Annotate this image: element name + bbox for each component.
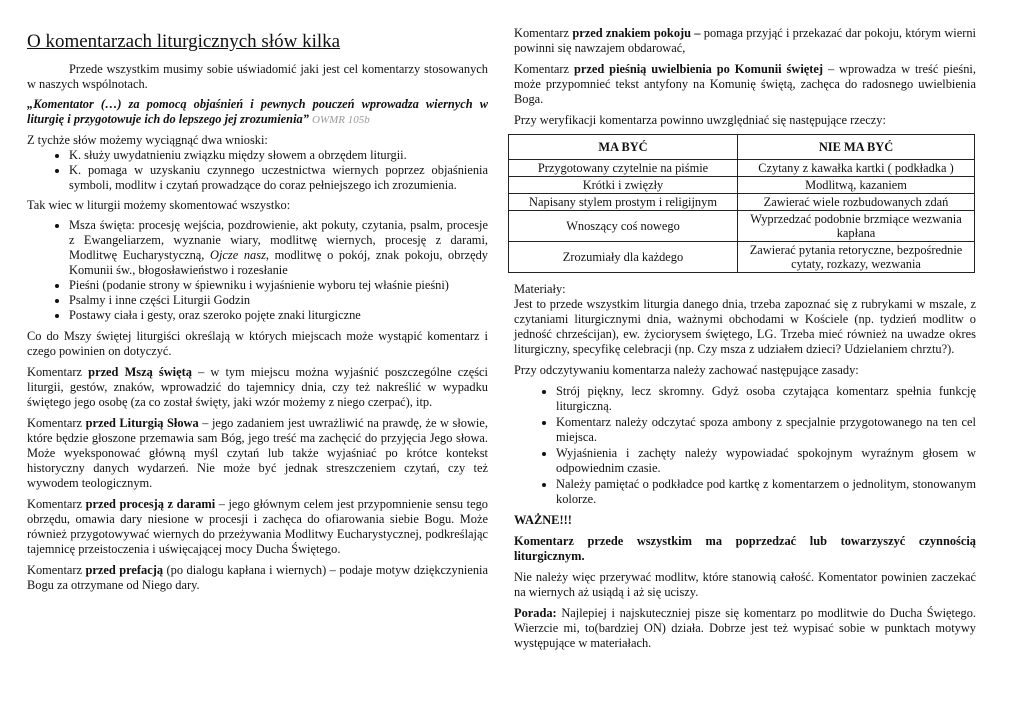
table-cell: Modlitwą, kazaniem (738, 177, 975, 194)
table-row (509, 177, 975, 194)
text: Komentarz (27, 365, 89, 379)
tip-text: Najlepiej i najskuteczniej pisze się komentarz po modlitwie do Ducha Świętego. Wierzcie mi, to(bardziej ON) działa. Dobrze jest też wypisać sobie w punktach motywy występujące w materiałach. (514, 606, 976, 650)
text: – wprowadza w treść pieśni, może przypomnieć tekst antyfony na Komunię świętą, zachęca do radosnego uwielbienia Boga. (514, 62, 976, 106)
table-cell: Napisany stylem prostym i religijnym (509, 194, 738, 211)
table-row (509, 194, 975, 211)
list-item: • K. służy uwydatnieniu związku między słowem a obrzędem liturgii. (69, 148, 488, 163)
requirements-table (508, 134, 975, 273)
no-interrupt-paragraph: Nie należy więc przerywać modlitw, które stanowią całość. Komentator powinien zaczekać na wiernych aż usiądą i aż się uciszy. (514, 570, 976, 599)
table-cell: Zawierać wiele rozbudowanych zdań (738, 194, 975, 211)
what-list (27, 218, 488, 323)
list-item: • Psalmy i inne części Liturgii Godzin (69, 293, 488, 308)
quote-paragraph (27, 97, 488, 128)
list-item-text: , modlitwę o pokój, znak pokoju, obrzędy Komunii św., błogosławieństwo i rozesłanie (69, 248, 488, 277)
table-row (509, 211, 975, 242)
list-item: • Strój piękny, lecz skromny. Gdyż osoba czytająca komentarz spełnia funkcję liturgiczną. (556, 384, 976, 414)
important-label: WAŻNE!!! (514, 513, 572, 527)
comment-before-praise-song (514, 62, 976, 107)
mass-places-paragraph: Co do Mszy świętej liturgiści określają w których miejscach może wystąpić komentarz i czego powinien on dotyczyć. (27, 329, 488, 358)
text: Komentarz (27, 563, 86, 577)
comment-before-word (27, 416, 488, 491)
verify-intro: Przy weryfikacji komentarza powinno uwzględniać się następujące rzeczy: (514, 113, 886, 127)
important-text: Komentarz przede wszystkim ma poprzedzać lub towarzyszyć czynnością liturgicznym. (514, 534, 976, 563)
what-intro: Tak wiec w liturgii możemy skomentować wszystko: (27, 198, 291, 212)
list-item-text: Msza święta: procesję wejścia, pozdrowienie, akt pokuty, czytania, psalm, procesje z Ewangeliarzem, wyznanie wiary, modlitwę wiernych, procesję z darami, Modlitwę Eucharystyczną, (69, 218, 488, 262)
text: Komentarz (514, 62, 574, 76)
table-row (509, 242, 975, 273)
materials-label: Materiały: (514, 282, 566, 296)
rules-list (514, 384, 976, 507)
table-cell: Czytany z kawałka kartki ( podkładka ) (738, 160, 975, 177)
table-cell: Zawierać pytania retoryczne, bezpośrednie cytaty, rozkazy, wezwania (738, 242, 975, 273)
comment-before-preface (27, 563, 488, 593)
left-column (27, 30, 488, 593)
intro-paragraph: Przede wszystkim musimy sobie uświadomić jaki jest cel komentarzy stosowanych w naszych wspólnotach. (27, 62, 488, 91)
list-item: • Postawy ciała i gesty, oraz szeroko pojęte znaki liturgiczne (69, 308, 488, 323)
bold-text: przed procesją z darami (85, 497, 216, 511)
text: pomaga przyjąć i przekazać dar pokoju, którym wierni powinni się nawzajem obdarować, (514, 26, 976, 55)
list-item: • Komentarz należy odczytać spoza ambony z specjalnie przygotowanego na ten cel miejsca. (556, 415, 976, 445)
list-item: • Należy pamiętać o podkładce pod kartkę z komentarzem o jednolitym, stonowanym kolorze. (556, 477, 976, 507)
list-item: • Wyjaśnienia i zachęty należy wypowiadać spokojnym wyraźnym głosem w odpowiednim czasie. (556, 446, 976, 476)
comment-before-gifts (27, 497, 488, 557)
header-should-not-be: NIE MA BYĆ (738, 135, 975, 160)
bold-text: przed Liturgią Słowa (85, 416, 199, 430)
text: – w tym miejscu można wyjaśnić poszczególne części liturgii, gestów, znaków, wprowadzić do tajemnicy dnia, czy też nakreślić w wypadku świętego jego osobę (za co został święty, jaki wzór możemy z niego czerpać), itp. (27, 365, 488, 409)
text: (po dialogu kapłana i wiernych) – podaje motyw dziękczynienia Bogu za otrzymane od Niego dary. (27, 563, 488, 592)
conclusions-list (27, 148, 488, 193)
list-item: • Pieśni (podanie strony w śpiewniku i wyjaśnienie wyboru tej właśnie pieśni) (69, 278, 488, 293)
table-cell: Przygotowany czytelnie na piśmie (509, 160, 738, 177)
text: Komentarz (27, 416, 86, 430)
text: – jego zadaniem jest uwrażliwić na prawdę, że w słowie, które będzie głoszone przemawia sam Bóg, jego treść ma zachęcić do przyjęcia Jego słowa. Może wyeksponować główną myśl czytań lub także wyjaśniać po krótce kontekst historyczny danych wydarzeń. Nie może być jednak streszczeniem czytań, czy też wywodem teologicznym. (27, 416, 488, 490)
list-item (69, 218, 488, 278)
table-header-row (509, 135, 975, 160)
text: Komentarz (514, 26, 573, 40)
table-cell: Zrozumiały dla każdego (509, 242, 738, 273)
quote-text: „Komentator (…) za pomocą objaśnień i pewnych pouczeń wprowadza wiernych w liturgię i przygotowuje ich do lepszego jej zrozumienia” (27, 97, 488, 126)
comment-before-peace (514, 26, 976, 56)
table-row (509, 160, 975, 177)
tip-paragraph (514, 606, 976, 651)
text: Komentarz (27, 497, 86, 511)
bold-text: przed prefacją (85, 563, 164, 577)
bold-text: przed Mszą świętą (88, 365, 192, 379)
list-item-italic: Ojcze nasz (210, 248, 266, 262)
comment-before-mass (27, 365, 488, 410)
bold-text: przed pieśnią uwielbienia po Komunii świętej (573, 62, 824, 76)
document-title: O komentarzach liturgicznych słów kilka (27, 31, 341, 52)
list-item: • K. pomaga w uzyskaniu czynnego uczestnictwa wiernych poprzez objaśnienia symboli, modlitw i czytań prowadzące do coraz pełniejszego ich zrozumienia. (69, 163, 488, 193)
tip-label: Porada: (514, 606, 557, 620)
table-cell: Wnoszący coś nowego (509, 211, 738, 242)
materials-text: Jest to przede wszystkim liturgia danego dnia, trzeba zapoznać się z rubrykami w mszale, z czytaniami liturgicznymi dnia, ważnymi obchodami w Kościele (np. tydzień modlitw o jedność chrześcijan), ew. życiorysem świętego, LG. Trzeba mieć również na uwadze okres liturgiczny, specyfikę celebracji (np. Czy msza z udziałem dzieci? Udzielaniem chrztu?). (514, 297, 976, 356)
text: – jego głównym celem jest przypomnienie sensu tego obrzędu, omawia dary niesione w procesji i zachęca do ofiarowania siebie Bogu. Może również przygotowywać wiernych do przeżywania Modlitwy Eucharystycznej, podkreślając tajemnicę przeistoczenia i uświęcającej mocy Ducha Świętego. (27, 497, 488, 556)
table-cell: Wyprzedzać podobnie brzmiące wezwania kapłana (738, 211, 975, 242)
conclusions-intro: Z tychże słów możemy wyciągnąć dwa wnioski: (27, 133, 268, 147)
quote-reference: OWMR 105b (312, 114, 370, 126)
bold-text: przed znakiem pokoju – (572, 26, 701, 40)
rules-intro: Przy odczytywaniu komentarza należy zachować następujące zasady: (514, 363, 859, 377)
table-cell: Krótki i zwięzły (509, 177, 738, 194)
right-column (514, 26, 976, 651)
header-should-be: MA BYĆ (509, 135, 738, 160)
